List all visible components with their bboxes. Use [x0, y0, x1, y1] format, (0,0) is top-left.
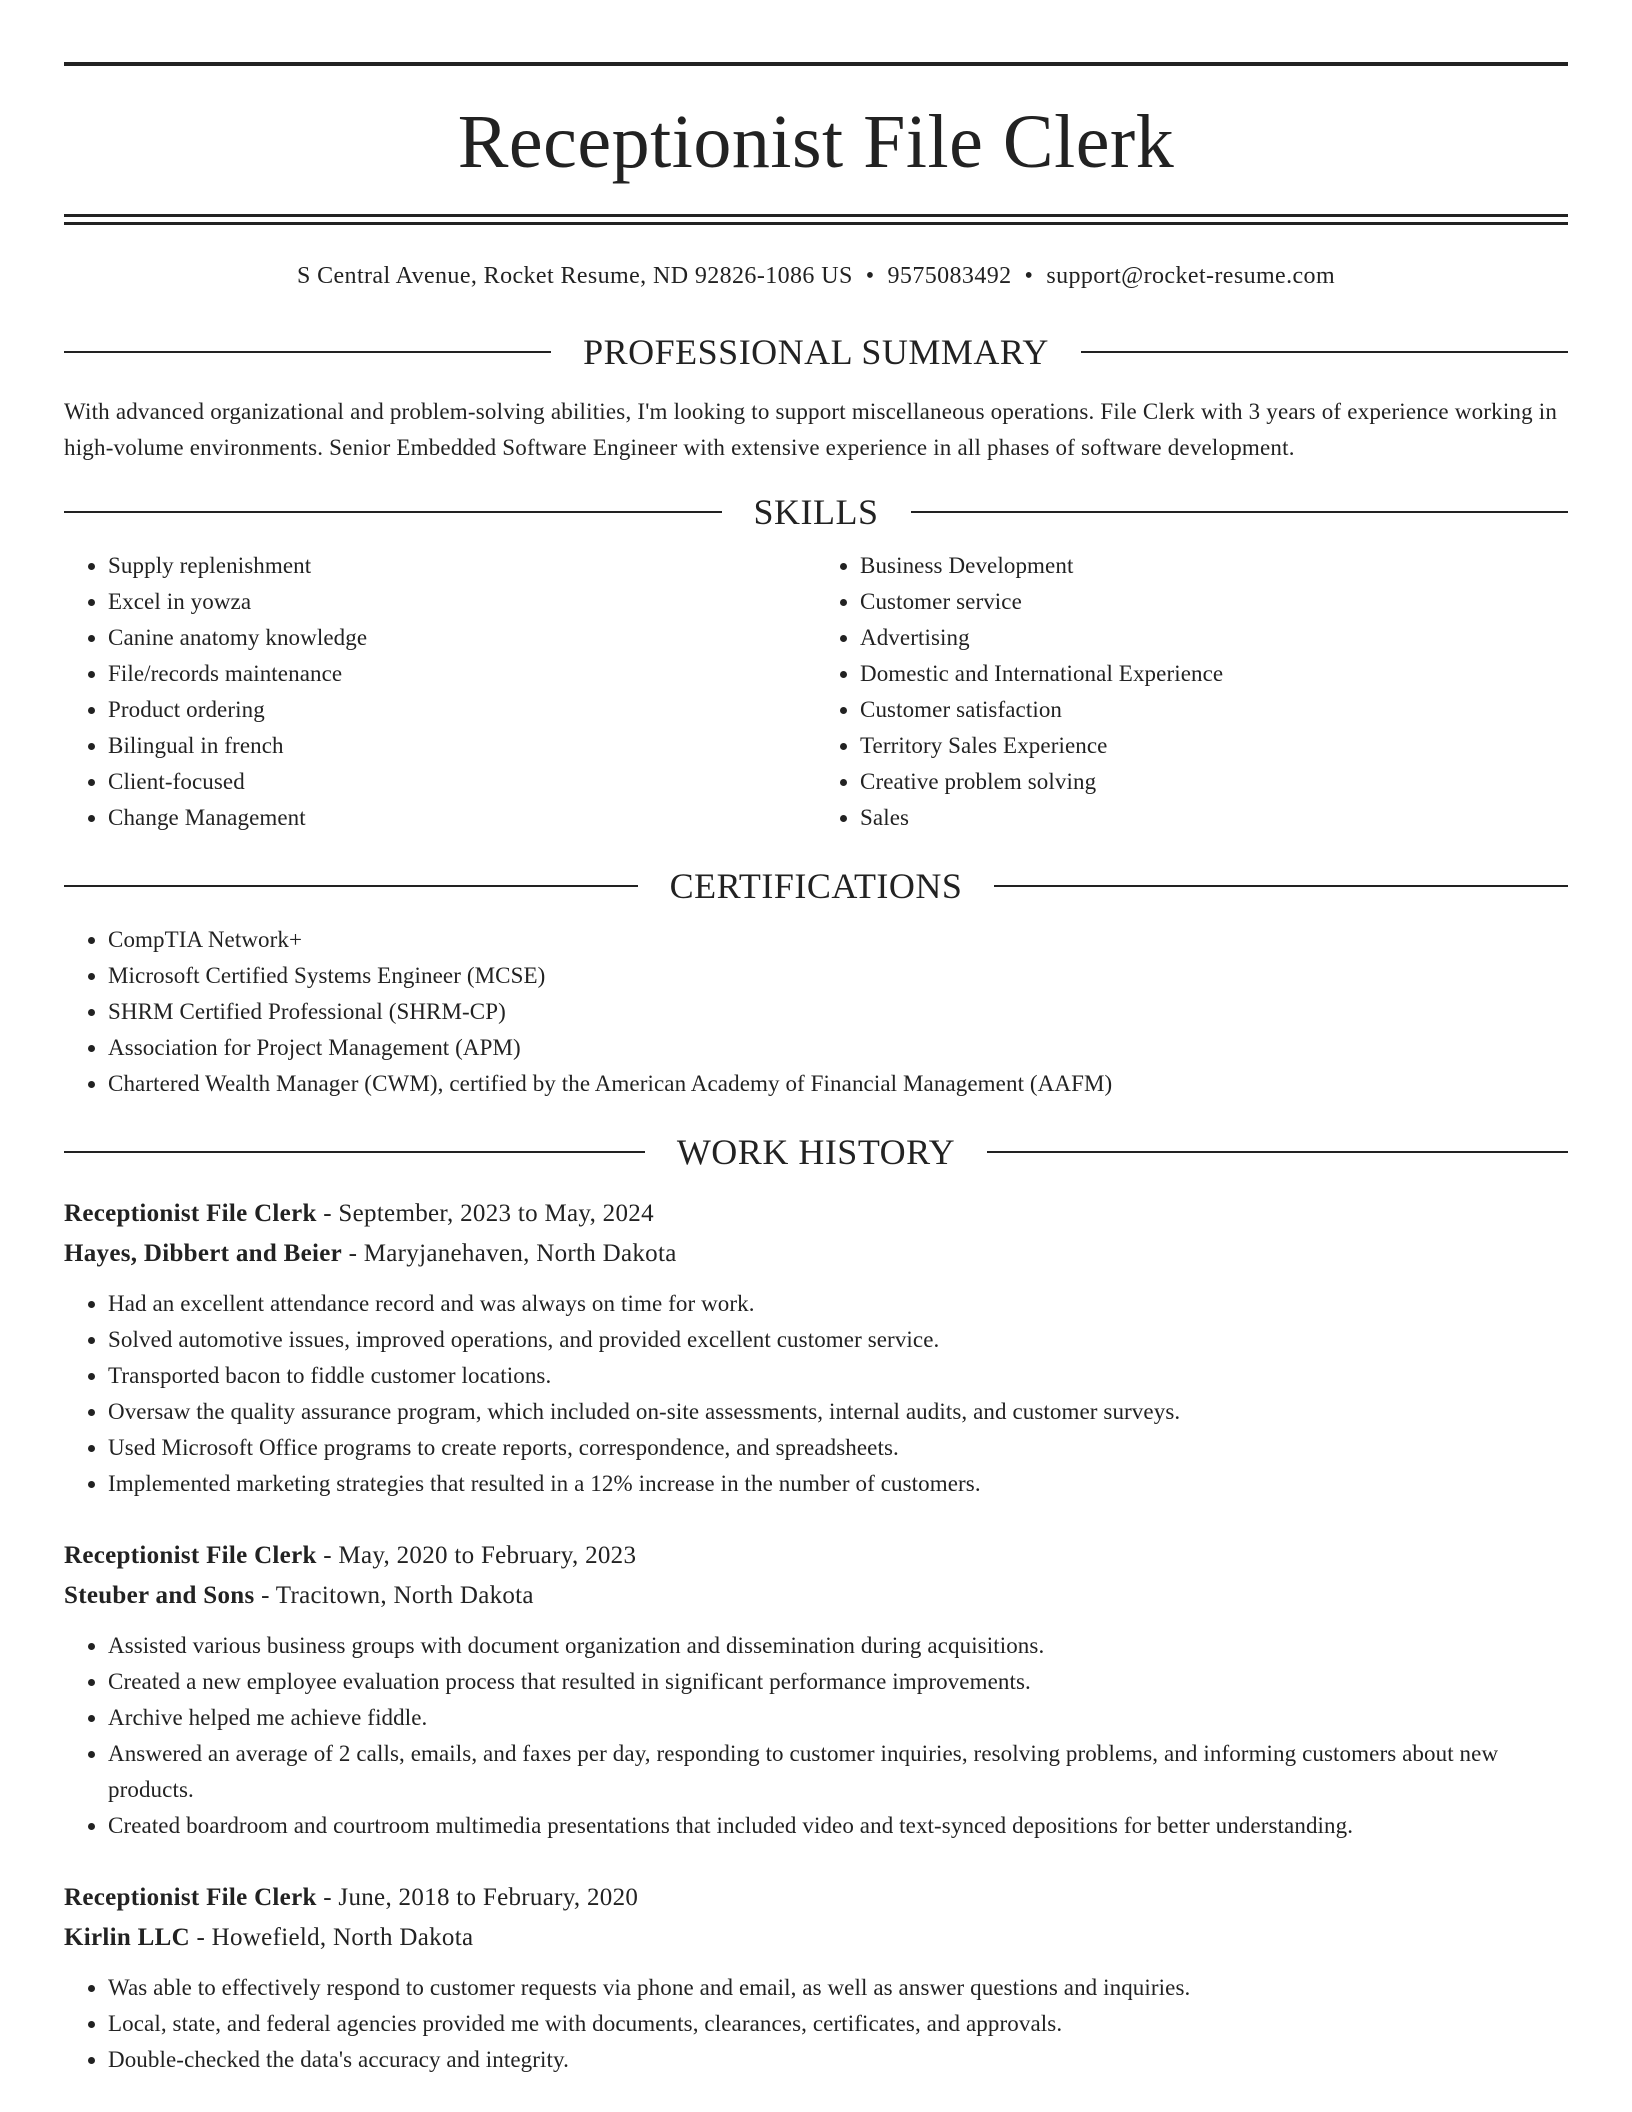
job-company: Steuber and Sons: [64, 1582, 255, 1609]
job-bullets: [64, 1628, 1568, 1844]
contact-line: [64, 263, 1568, 290]
certifications-section-header: [64, 868, 1568, 904]
summary-heading: PROFESSIONAL SUMMARY: [583, 332, 1049, 372]
skill-item: • Customer service: [860, 584, 1568, 620]
job-title: Receptionist File Clerk: [64, 1542, 317, 1569]
job-bullet: • Oversaw the quality assurance program, which included on-site assessments, internal audits, and customer surveys.: [108, 1394, 1568, 1430]
job-bullet: • Double-checked the data's accuracy and integrity.: [108, 2042, 1568, 2078]
certification-item: • Microsoft Certified Systems Engineer (MCSE): [108, 958, 1568, 994]
summary-text: With advanced organizational and problem-solving abilities, I'm looking to support miscellaneous operations. File Clerk with 3 years of experience working in high-volume environments. Senior Embedded Software Engineer with extensive experience in all phases of software development.: [64, 399, 1558, 460]
skill-item: • Bilingual in french: [108, 728, 816, 764]
section-rule: [911, 511, 1569, 513]
skill-item: • Domestic and International Experience: [860, 656, 1568, 692]
job-bullet: • Created boardroom and courtroom multimedia presentations that included video and text-synced depositions for better understanding.: [108, 1808, 1568, 1844]
job-title-line: [64, 1536, 1568, 1576]
skill-item: • Excel in yowza: [108, 584, 816, 620]
skill-item: • Canine anatomy knowledge: [108, 620, 816, 656]
skills-list-left: [64, 548, 816, 836]
certifications-heading: CERTIFICATIONS: [669, 866, 963, 906]
skills-list-right: [816, 548, 1568, 836]
job-bullet: • Answered an average of 2 calls, emails, and faxes per day, responding to customer inquiries, resolving problems, and informing customers about new products.: [108, 1736, 1568, 1808]
skill-item: • Supply replenishment: [108, 548, 816, 584]
skill-item: • Business Development: [860, 548, 1568, 584]
section-rule: [994, 885, 1568, 887]
job-bullet: • Used Microsoft Office programs to create reports, correspondence, and spreadsheets.: [108, 1430, 1568, 1466]
job-bullet: • Had an excellent attendance record and was always on time for work.: [108, 1286, 1568, 1322]
job-company-line: [64, 1918, 1568, 1958]
job-bullets: [64, 1970, 1568, 2078]
job-company-line: [64, 1576, 1568, 1616]
job-bullets: [64, 1286, 1568, 1502]
skills-section-header: [64, 494, 1568, 530]
job-company: Hayes, Dibbert and Beier: [64, 1240, 343, 1267]
skill-item: • Sales: [860, 800, 1568, 836]
job-bullet: • Archive helped me achieve fiddle.: [108, 1700, 1568, 1736]
job-bullet: • Local, state, and federal agencies provided me with documents, clearances, certificates, and approvals.: [108, 2006, 1568, 2042]
section-rule: [64, 1151, 645, 1153]
skill-item: • Creative problem solving: [860, 764, 1568, 800]
contact-separator: •: [865, 263, 875, 289]
section-rule: [64, 511, 722, 513]
job-bullet: • Was able to effectively respond to customer requests via phone and email, as well as answer questions and inquiries.: [108, 1970, 1568, 2006]
section-rule: [987, 1151, 1568, 1153]
job-dates: - June, 2018 to February, 2020: [316, 1884, 639, 1911]
certifications-list: [64, 922, 1568, 1102]
resume-name: Receptionist File Clerk: [457, 100, 1175, 184]
job-location: - Tracitown, North Dakota: [254, 1582, 534, 1609]
skill-item: • Change Management: [108, 800, 816, 836]
job-location: - Howefield, North Dakota: [189, 1924, 474, 1951]
skill-item: • Customer satisfaction: [860, 692, 1568, 728]
job-bullet: • Transported bacon to fiddle customer locations.: [108, 1358, 1568, 1394]
skill-item: • Product ordering: [108, 692, 816, 728]
section-rule: [1081, 351, 1568, 353]
job-bullet: • Solved automotive issues, improved operations, and provided excellent customer service.: [108, 1322, 1568, 1358]
double-rule: [64, 214, 1568, 225]
job-bullet: • Created a new employee evaluation process that resulted in significant performance improvements.: [108, 1664, 1568, 1700]
contact-address: S Central Avenue, Rocket Resume, ND 92826-1086 US: [296, 263, 853, 289]
skill-item: • Client-focused: [108, 764, 816, 800]
job-bullet: • Implemented marketing strategies that resulted in a 12% increase in the number of customers.: [108, 1466, 1568, 1502]
job-dates: - September, 2023 to May, 2024: [316, 1200, 654, 1227]
job-location: - Maryjanehaven, North Dakota: [342, 1240, 677, 1267]
top-rule: [64, 62, 1568, 66]
job-entry: [64, 1194, 1568, 1502]
certification-item: • SHRM Certified Professional (SHRM-CP): [108, 994, 1568, 1030]
job-company-line: [64, 1234, 1568, 1274]
skill-item: • File/records maintenance: [108, 656, 816, 692]
job-entry: [64, 1536, 1568, 1844]
job-bullet: • Assisted various business groups with document organization and dissemination during acquisitions.: [108, 1628, 1568, 1664]
job-title-line: [64, 1194, 1568, 1234]
skills-columns: [64, 548, 1568, 836]
contact-email: support@rocket-resume.com: [1046, 263, 1336, 289]
certification-item: • Association for Project Management (APM): [108, 1030, 1568, 1066]
job-title: Receptionist File Clerk: [64, 1884, 317, 1911]
summary-section-header: [64, 334, 1568, 370]
work-history-section-header: [64, 1134, 1568, 1170]
contact-separator: •: [1024, 263, 1034, 289]
skills-heading: SKILLS: [753, 492, 879, 532]
job-dates: - May, 2020 to February, 2023: [316, 1542, 637, 1569]
section-rule: [64, 351, 551, 353]
job-entry: [64, 1878, 1568, 2078]
job-company: Kirlin LLC: [64, 1924, 190, 1951]
section-rule: [64, 885, 638, 887]
skill-item: • Territory Sales Experience: [860, 728, 1568, 764]
skill-item: • Advertising: [860, 620, 1568, 656]
contact-phone: 9575083492: [887, 263, 1012, 289]
job-title-line: [64, 1878, 1568, 1918]
work-history-heading: WORK HISTORY: [676, 1132, 956, 1172]
job-title: Receptionist File Clerk: [64, 1200, 317, 1227]
certification-item: • Chartered Wealth Manager (CWM), certified by the American Academy of Financial Management (AAFM): [108, 1066, 1568, 1102]
certification-item: • CompTIA Network+: [108, 922, 1568, 958]
